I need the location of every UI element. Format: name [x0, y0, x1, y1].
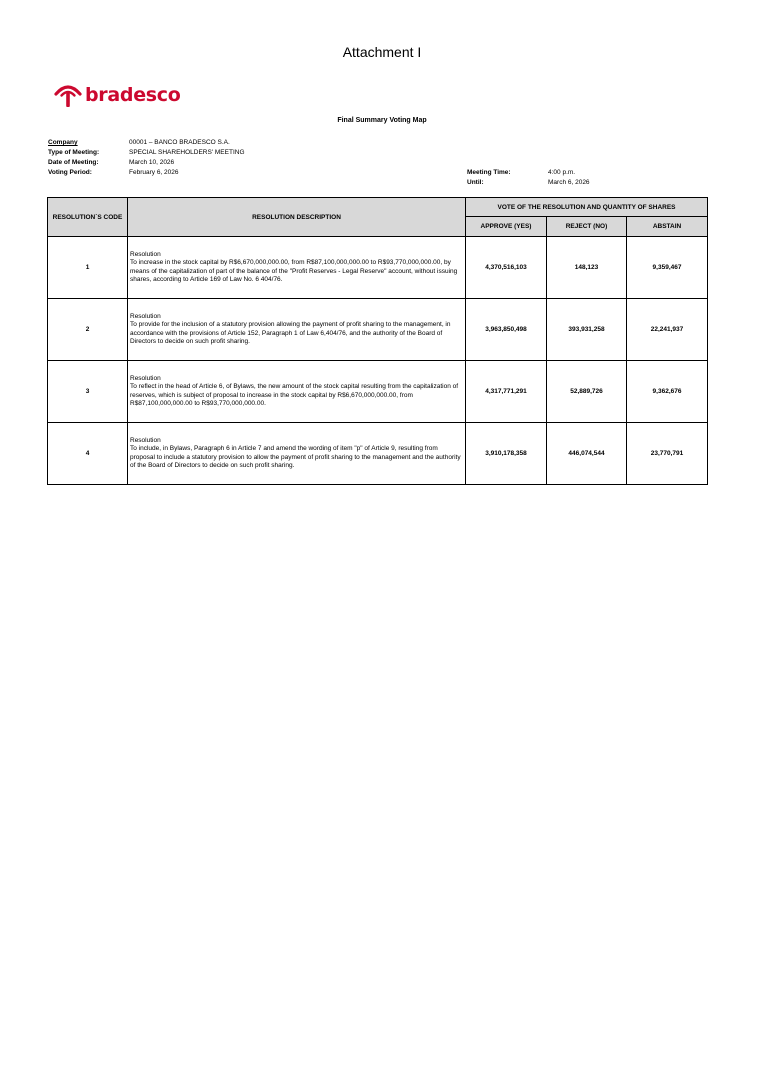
until-value: March 6, 2026 [548, 179, 590, 186]
meeting-time-label: Meeting Time: [467, 169, 511, 176]
company-label: Company [48, 139, 78, 146]
abstain-count: 9,359,467 [627, 237, 708, 299]
resolution-title: Resolution [130, 312, 161, 320]
abstain-count: 9,362,676 [627, 361, 708, 423]
resolution-title: Resolution [130, 436, 161, 444]
table-row [48, 299, 708, 361]
meeting-date-value: March 10, 2026 [129, 159, 175, 166]
header-abstain: ABSTAIN [627, 217, 708, 237]
header-reject: REJECT (NO) [547, 217, 627, 237]
abstain-count: 23,770,791 [627, 423, 708, 485]
approve-count: 3,910,178,358 [466, 423, 547, 485]
resolution-description [128, 423, 466, 485]
reject-count: 148,123 [547, 237, 627, 299]
meeting-type-value: SPECIAL SHAREHOLDERS' MEETING [129, 149, 245, 156]
brand-name: bradesco [85, 84, 181, 106]
table-row [48, 237, 708, 299]
header-resolution-code: RESOLUTION´S CODE [48, 198, 128, 237]
table-row [48, 423, 708, 485]
bradesco-tree-icon [53, 82, 83, 108]
resolution-title: Resolution [130, 374, 161, 382]
header-approve: APPROVE (YES) [466, 217, 547, 237]
voting-map-table [47, 197, 708, 485]
resolution-text: To reflect in the head of Article 6, of Bylaws, the new amount of the stock capital resulting from the capitalization of reserves, which is subject of proposal to increase in the stock capital by R$6,670,000,000.00, from R$87,100,000,000.00 to R$93,770,000,000.00. [130, 383, 459, 407]
voting-period-value: February 6, 2026 [129, 169, 179, 176]
resolution-description [128, 361, 466, 423]
attachment-title: Attachment I [342, 44, 422, 60]
until-label: Until: [467, 179, 484, 186]
resolution-description [128, 237, 466, 299]
resolution-text: To increase in the stock capital by R$6,670,000,000.00, from R$87,100,000,000.00 to R$93,770,000,000.00, by means of the capitalization of part of the balance of the "Profit Reserves - Legal Reserve" account, without issuing shares, according to Article 169 of Law No. 6 404/76. [130, 259, 458, 283]
approve-count: 4,370,516,103 [466, 237, 547, 299]
approve-count: 4,317,771,291 [466, 361, 547, 423]
resolution-description [128, 299, 466, 361]
meeting-time-value: 4:00 p.m. [548, 169, 576, 176]
resolution-text: To include, in Bylaws, Paragraph 6 in Article 7 and amend the wording of item "p" of Article 9, resulting from proposal to include a statutory provision to allow the payment of profit sharing to the management and the authority of the Board of Directors to decide on such profit sharing. [130, 445, 461, 469]
approve-count: 3,963,850,498 [466, 299, 547, 361]
meeting-date-label: Date of Meeting: [48, 159, 99, 166]
brand-logo [53, 80, 181, 110]
meeting-info [48, 138, 648, 188]
header-vote-group: VOTE OF THE RESOLUTION AND QUANTITY OF SHARES [466, 198, 708, 217]
header-resolution-description: RESOLUTION DESCRIPTION [128, 198, 466, 237]
document-title: Final Summary Voting Map [337, 117, 427, 124]
reject-count: 393,931,258 [547, 299, 627, 361]
resolution-code: 1 [48, 237, 128, 299]
meeting-type-label: Type of Meeting: [48, 149, 100, 156]
company-value: 00001 – BANCO BRADESCO S.A. [129, 139, 230, 146]
resolution-code: 2 [48, 299, 128, 361]
resolution-text: To provide for the inclusion of a statutory provision allowing the payment of profit sharing to the management, in accordance with the provisions of Article 152, Paragraph 1 of Law 6,404/76, and the authority of the Board of Directors to decide on such profit sharing. [130, 321, 451, 345]
resolution-title: Resolution [130, 250, 161, 258]
table-row [48, 361, 708, 423]
voting-period-label: Voting Period: [48, 169, 92, 176]
reject-count: 52,889,726 [547, 361, 627, 423]
abstain-count: 22,241,937 [627, 299, 708, 361]
reject-count: 446,074,544 [547, 423, 627, 485]
resolution-code: 3 [48, 361, 128, 423]
resolution-code: 4 [48, 423, 128, 485]
